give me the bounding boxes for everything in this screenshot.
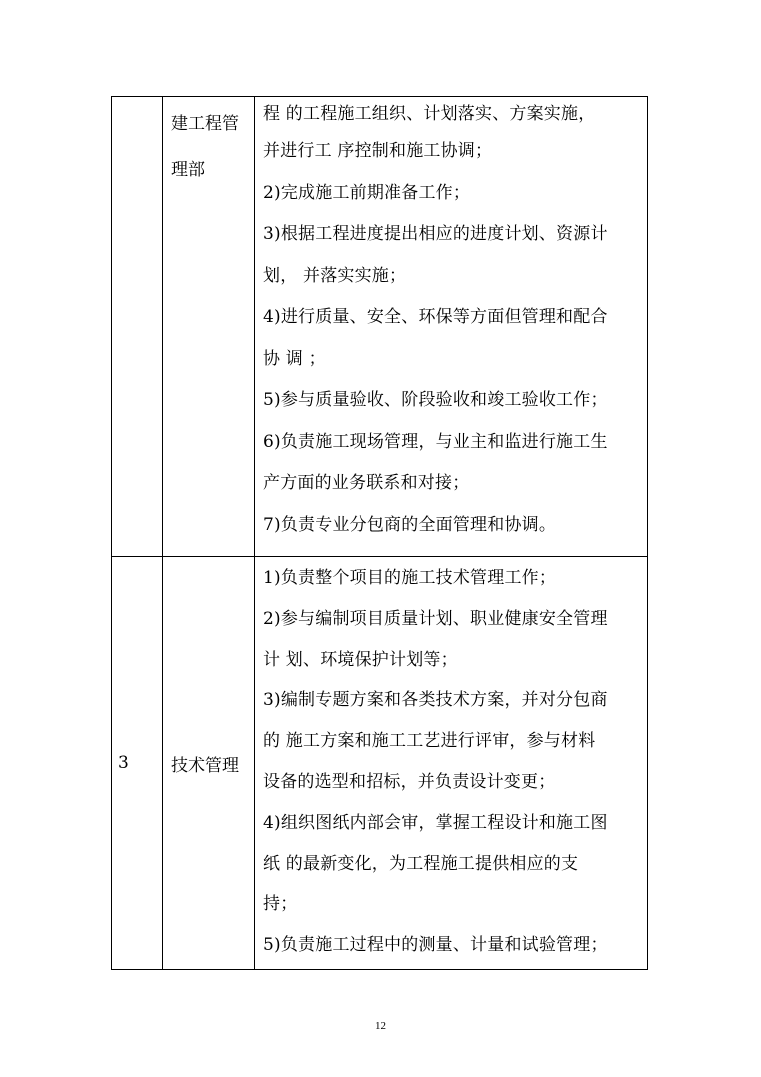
- duty-line: 1)负责整个项目的施工技术管理工作；: [263, 568, 557, 588]
- duty-line: 5)参与质量验收、阶段验收和竣工验收工作；: [263, 390, 608, 410]
- duty-line: 划， 并落实实施；: [263, 265, 407, 286]
- row-number-cell: [112, 97, 163, 557]
- duty-line: 3)根据工程进度提出相应的进度计划、资源计: [263, 224, 608, 244]
- duty-line: 设备的选型和招标，并负责设计变更；: [263, 771, 556, 792]
- duty-line: 2)参与编制项目质量计划、职业健康安全管理: [263, 608, 608, 629]
- department-text: 建工程管: [171, 114, 239, 134]
- duty-line: 持；: [263, 894, 298, 915]
- duty-line: 的 施工方案和施工工艺进行评审，参与材料: [263, 731, 596, 752]
- page-number: 12: [375, 1020, 386, 1032]
- duty-line: 协 调 ；: [263, 348, 326, 369]
- table-row: [112, 557, 648, 970]
- table-row: [112, 97, 648, 557]
- duty-line: 计 划、环境保护计划等；: [263, 649, 458, 670]
- duties-cell: [255, 557, 648, 970]
- department-text: 理部: [171, 160, 205, 180]
- duty-line: 5)负责施工过程中的测量、计量和试验管理；: [263, 935, 608, 956]
- department-cell: 技术管理: [163, 557, 255, 970]
- duty-line: 4)组织图纸内部会审，掌握工程设计和施工图: [263, 812, 608, 833]
- department-cell: [163, 97, 255, 557]
- duty-line: 纸 的最新变化，为工程施工提供相应的支: [263, 853, 579, 874]
- duty-line: 4)进行质量、安全、环保等方面但管理和配合: [263, 307, 608, 327]
- duties-cell: [255, 97, 648, 557]
- duty-line: 并进行工 序控制和施工协调；: [263, 141, 493, 161]
- responsibilities-table: [111, 96, 648, 970]
- duty-line: 6)负责施工现场管理，与业主和监进行施工生: [263, 431, 608, 452]
- row-number-cell: 3: [112, 557, 163, 970]
- duty-line: 程 的工程施工组织、计划落实、方案实施，: [263, 104, 596, 124]
- duty-line: 2)完成施工前期准备工作；: [263, 182, 471, 203]
- duty-line: 3)编制专题方案和各类技术方案，并对分包商: [263, 690, 608, 711]
- duty-line: 产方面的业务联系和对接；: [263, 473, 470, 493]
- duty-line: 7)负责专业分包商的全面管理和协调。: [263, 514, 557, 535]
